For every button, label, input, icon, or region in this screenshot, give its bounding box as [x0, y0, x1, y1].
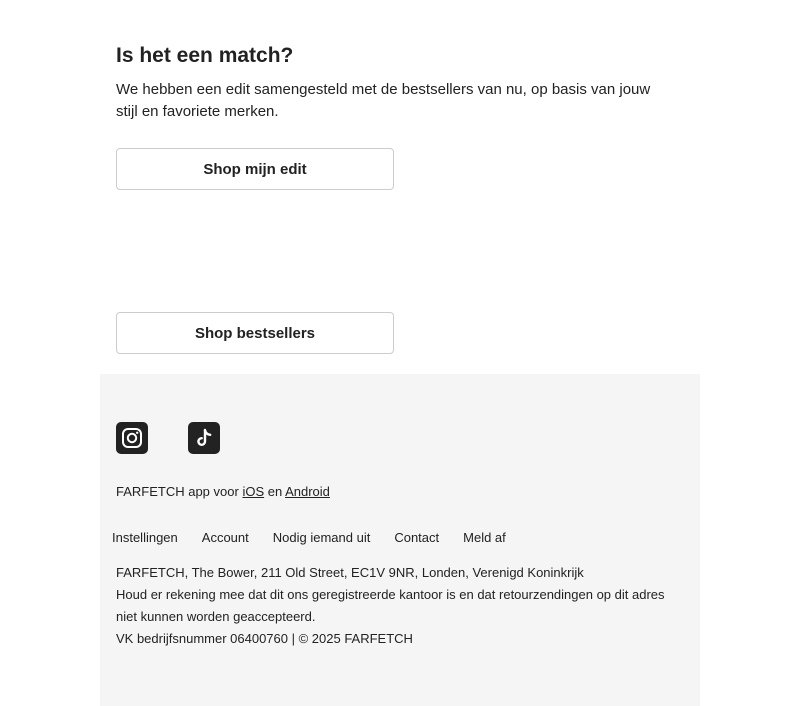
legal-block — [116, 562, 686, 650]
returns-notice: Houd er rekening mee dat dit ons geregistreerde kantoor is en dat retourzendingen op dit adres niet kunnen worden geaccepteerd. — [116, 587, 665, 624]
footer-nav — [112, 530, 530, 545]
instagram-link[interactable] — [116, 422, 148, 454]
intro-text: We hebben een edit samengesteld met de bestsellers van nu, op basis van jouw stijl en favoriete merken. — [116, 81, 651, 120]
nav-account[interactable]: Account — [201, 530, 249, 545]
nav-settings[interactable]: Instellingen — [112, 530, 178, 545]
tiktok-icon — [193, 427, 215, 449]
nav-invite[interactable]: Nodig iemand uit — [272, 530, 371, 545]
app-download-line — [116, 484, 330, 499]
shop-edit-button[interactable]: Shop mijn edit — [116, 148, 394, 190]
nav-contact[interactable]: Contact — [394, 530, 440, 545]
ios-link[interactable]: iOS — [242, 484, 265, 499]
app-prefix: FARFETCH app voor — [116, 484, 243, 499]
email-body — [100, 0, 700, 706]
headline: Is het een match? — [116, 44, 294, 67]
nav-unsubscribe[interactable]: Meld af — [463, 530, 506, 545]
tiktok-link[interactable] — [188, 422, 220, 454]
footer — [100, 374, 700, 706]
instagram-icon — [121, 427, 143, 449]
app-and: en — [264, 484, 286, 499]
shop-bestsellers-button[interactable]: Shop bestsellers — [116, 312, 394, 354]
company-address: FARFETCH, The Bower, 211 Old Street, EC1V 9NR, Londen, Verenigd Koninkrijk — [116, 565, 584, 580]
company-registration: VK bedrijfsnummer 06400760 | © 2025 FARFETCH — [116, 631, 413, 646]
android-link[interactable]: Android — [285, 484, 330, 499]
